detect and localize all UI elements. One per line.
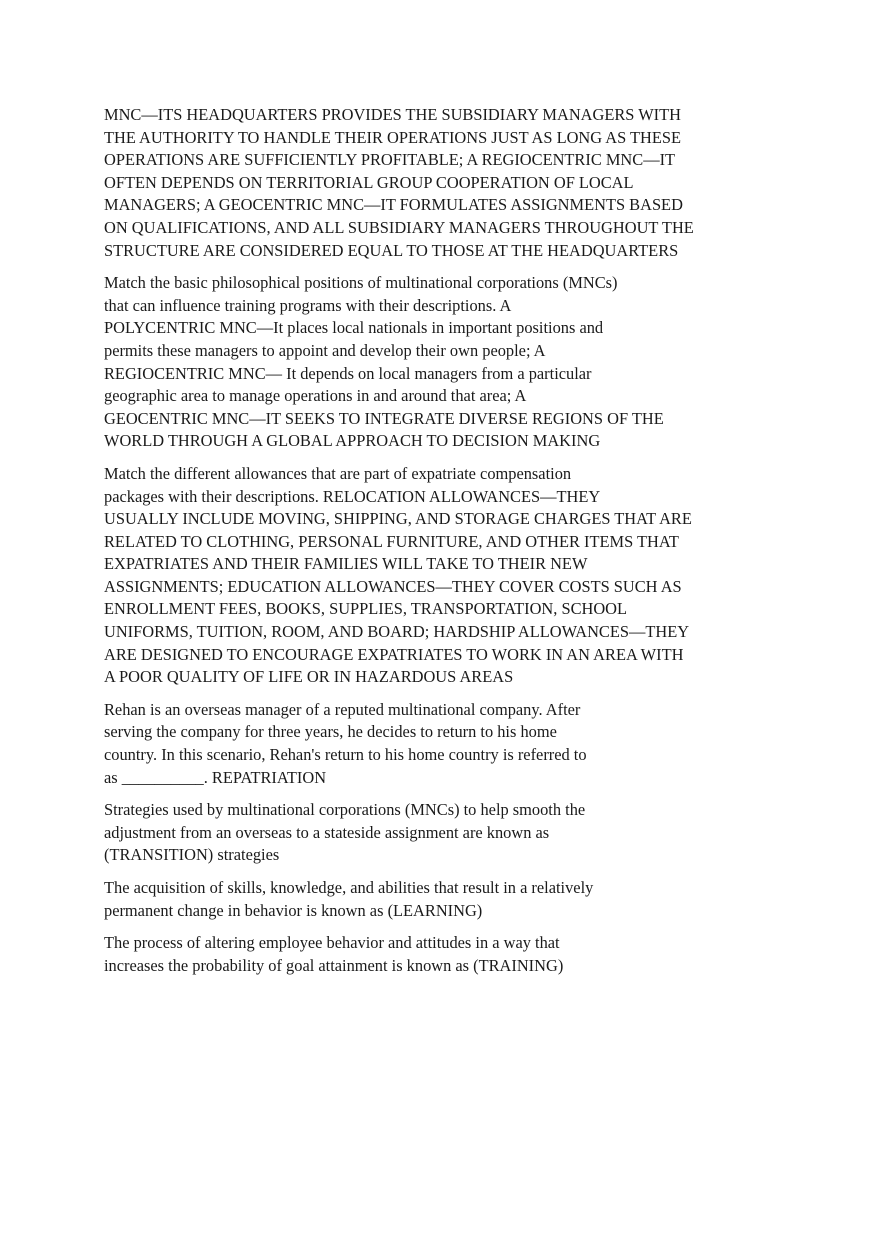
document-page — [104, 104, 744, 987]
text-line: EXPATRIATES AND THEIR FAMILIES WILL TAKE TO THEIR NEW — [104, 554, 588, 574]
text-line: serving the company for three years, he decides to return to his home — [104, 722, 557, 742]
text-line: Match the different allowances that are part of expatriate compensation — [104, 463, 572, 483]
text-line: permits these managers to appoint and develop their own people; A — [104, 340, 546, 360]
text-line: ARE DESIGNED TO ENCOURAGE EXPATRIATES TO WORK IN AN AREA WITH — [104, 644, 684, 664]
text-line: OFTEN DEPENDS ON TERRITORIAL GROUP COOPERATION OF LOCAL — [104, 172, 634, 192]
text-line: A POOR QUALITY OF LIFE OR IN HAZARDOUS AREAS — [104, 667, 514, 687]
paragraph-philosophical-positions — [104, 272, 744, 453]
text-line: adjustment from an overseas to a stateside assignment are known as — [104, 822, 550, 842]
text-line: increases the probability of goal attainment is known as (TRAINING) — [104, 955, 564, 975]
text-line: geographic area to manage operations in and around that area; A — [104, 386, 527, 406]
text-line: THE AUTHORITY TO HANDLE THEIR OPERATIONS JUST AS LONG AS THESE — [104, 127, 682, 147]
text-line: ENROLLMENT FEES, BOOKS, SUPPLIES, TRANSPORTATION, SCHOOL — [104, 599, 628, 619]
paragraph-expatriate-allowances — [104, 463, 744, 689]
text-line: REGIOCENTRIC MNC— It depends on local managers from a particular — [104, 363, 592, 383]
text-line: (TRANSITION) strategies — [104, 845, 280, 865]
text-line: country. In this scenario, Rehan's return to his home country is referred to — [104, 745, 587, 765]
text-line: MNC—ITS HEADQUARTERS PROVIDES THE SUBSIDIARY MANAGERS WITH — [104, 105, 681, 124]
paragraph-training — [104, 932, 744, 977]
text-line: WORLD THROUGH A GLOBAL APPROACH TO DECISION MAKING — [104, 431, 601, 451]
text-line: permanent change in behavior is known as (LEARNING) — [104, 900, 483, 920]
text-line: ASSIGNMENTS; EDUCATION ALLOWANCES—THEY COVER COSTS SUCH AS — [104, 576, 682, 596]
text-line: USUALLY INCLUDE MOVING, SHIPPING, AND STORAGE CHARGES THAT ARE — [104, 509, 692, 529]
text-line: Match the basic philosophical positions of multinational corporations (MNCs) — [104, 273, 618, 293]
text-line: packages with their descriptions. RELOCATION ALLOWANCES—THEY — [104, 486, 601, 506]
text-line: ON QUALIFICATIONS, AND ALL SUBSIDIARY MANAGERS THROUGHOUT THE — [104, 217, 694, 237]
text-line: STRUCTURE ARE CONSIDERED EQUAL TO THOSE AT THE HEADQUARTERS — [104, 240, 679, 260]
text-line: POLYCENTRIC MNC—It places local nationals in important positions and — [104, 318, 604, 338]
paragraph-transition-strategies — [104, 799, 744, 867]
paragraph-mnc-headquarters — [104, 104, 744, 262]
text-line: The process of altering employee behavior and attitudes in a way that — [104, 933, 560, 953]
paragraph-repatriation — [104, 699, 744, 789]
text-line: Rehan is an overseas manager of a reputed multinational company. After — [104, 699, 581, 719]
text-line: The acquisition of skills, knowledge, and abilities that result in a relatively — [104, 878, 594, 897]
text-line: GEOCENTRIC MNC—IT SEEKS TO INTEGRATE DIVERSE REGIONS OF THE — [104, 408, 664, 428]
text-line: as __________. REPATRIATION — [104, 767, 327, 787]
text-line: MANAGERS; A GEOCENTRIC MNC—IT FORMULATES ASSIGNMENTS BASED — [104, 195, 683, 215]
text-line: OPERATIONS ARE SUFFICIENTLY PROFITABLE; A REGIOCENTRIC MNC—IT — [104, 150, 676, 170]
text-line: UNIFORMS, TUITION, ROOM, AND BOARD; HARDSHIP ALLOWANCES—THEY — [104, 622, 690, 642]
paragraph-learning — [104, 877, 744, 922]
text-line: RELATED TO CLOTHING, PERSONAL FURNITURE, AND OTHER ITEMS THAT — [104, 531, 679, 551]
text-line: that can influence training programs with their descriptions. A — [104, 295, 512, 315]
text-line: Strategies used by multinational corporations (MNCs) to help smooth the — [104, 800, 586, 820]
